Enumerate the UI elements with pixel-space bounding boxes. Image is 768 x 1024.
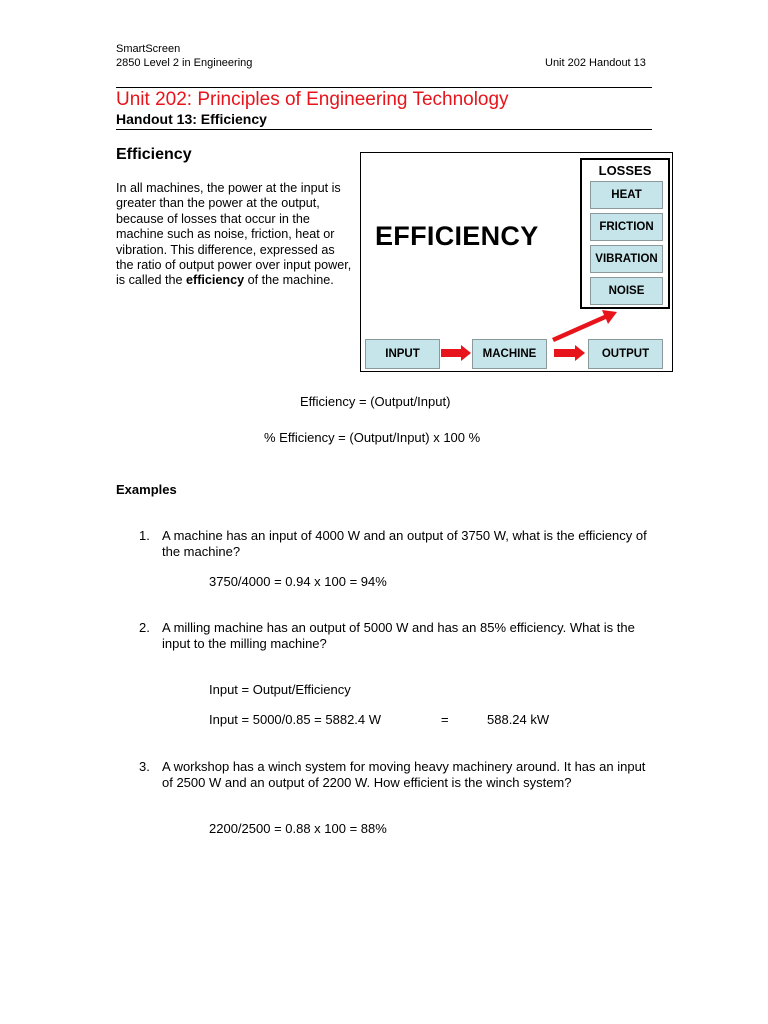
section-heading: Efficiency [116,146,192,163]
header-course: 2850 Level 2 in Engineering [116,57,253,69]
example-2-answer-formula: Input = Output/Efficiency [209,682,351,697]
diagram-heading: EFFICIENCY [375,221,539,251]
formula-percent-efficiency: % Efficiency = (Output/Input) x 100 % [264,430,481,445]
arrow-input-machine [441,345,471,361]
page-subtitle: Handout 13: Efficiency [116,111,267,127]
examples-heading: Examples [116,482,177,497]
intro-text: In all machines, the power at the input is greater than the power at the output, because of losses that occur in the machine such as noise, friction, heat or vibration. This difference, expressed as the ratio of output power over input power, is called the [116,181,352,288]
loss-friction: FRICTION [590,213,663,241]
formula-efficiency: Efficiency = (Output/Input) [300,394,451,409]
intro-text-end: of the machine. [244,273,334,288]
arrow-machine-losses [552,310,617,342]
intro-bold-term: efficiency [186,273,245,288]
flow-machine: MACHINE [472,339,547,369]
page-title: Unit 202: Principles of Engineering Technology [116,89,509,110]
example-2-number: 2. [139,620,150,635]
example-2-question: A milling machine has an output of 5000 W and has an 85% efficiency. What is the input to the milling machine? [162,620,635,651]
efficiency-diagram [360,152,673,372]
example-2-answer-kw: 588.24 kW [487,712,550,727]
losses-panel [580,158,670,309]
intro-paragraph [116,181,352,289]
title-rule [116,129,652,130]
header-org: SmartScreen [116,43,181,55]
header-rule [116,87,652,88]
example-1-answer: 3750/4000 = 0.94 x 100 = 94% [209,574,387,589]
arrow-machine-output [554,345,585,361]
example-3-question: A workshop has a winch system for moving heavy machinery around. It has an input of 2500 W and an output of 2200 W. How efficient is the winch system? [162,759,646,790]
loss-noise: NOISE [590,277,663,305]
example-3-number: 3. [139,759,150,774]
loss-vibration: VIBRATION [590,245,663,273]
losses-title: LOSSES [598,163,652,178]
example-1-number: 1. [139,528,150,543]
header-handout-ref: Unit 202 Handout 13 [545,57,646,69]
flow-output: OUTPUT [588,339,663,369]
example-3-answer: 2200/2500 = 0.88 x 100 = 88% [209,821,387,836]
flow-input: INPUT [365,339,440,369]
loss-heat: HEAT [590,181,663,209]
example-1-question: A machine has an input of 4000 W and an output of 3750 W, what is the efficiency of the machine? [162,528,647,559]
example-2-equals: = [441,712,449,727]
example-2-answer-calc: Input = 5000/0.85 = 5882.4 W [209,712,382,727]
